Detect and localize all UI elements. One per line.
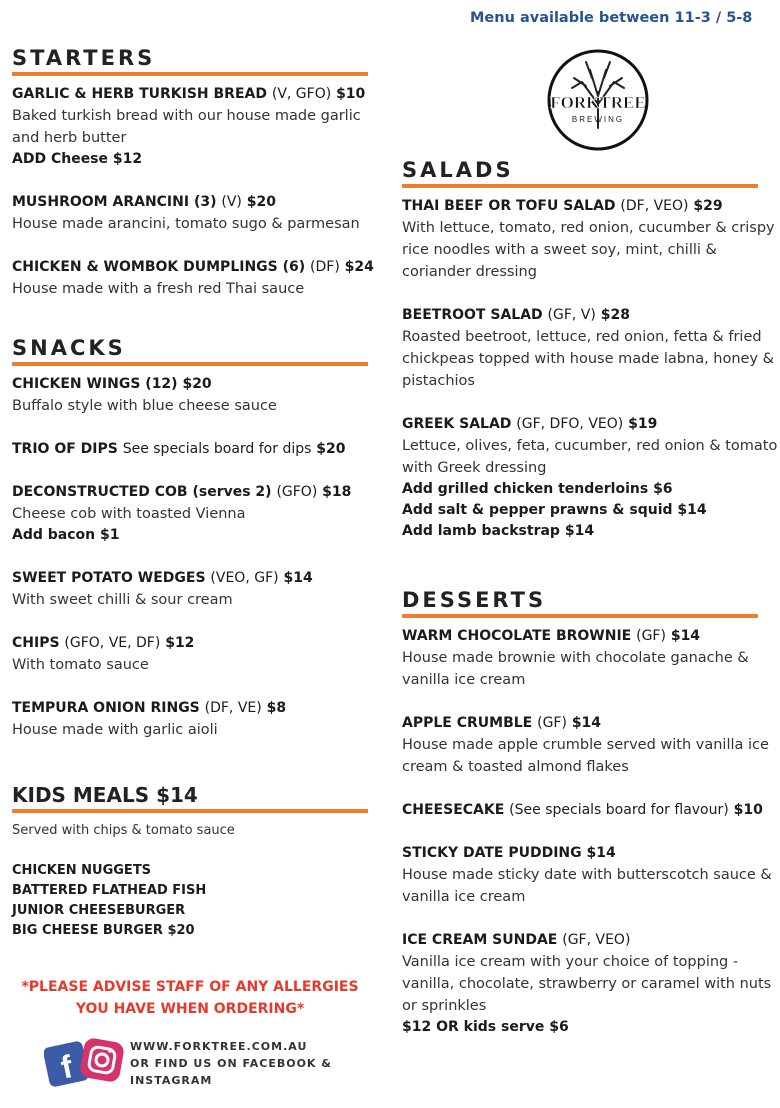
allergy-warning [0, 976, 380, 1020]
item-name [402, 196, 778, 217]
item-price: $29 [693, 198, 723, 214]
menu-item [12, 257, 386, 300]
item-name [12, 439, 386, 460]
desserts-title: DESSERTS [402, 588, 547, 612]
item-dietary-note: (V, GFO) [271, 86, 332, 102]
item-price: $12 [165, 635, 195, 651]
item-description: With sweet chilli & sour cream [12, 592, 233, 608]
web-links [130, 1038, 332, 1089]
item-price: $19 [628, 416, 658, 432]
item-name [12, 633, 386, 654]
item-title: TEMPURA ONION RINGS [12, 700, 200, 716]
item-dietary-note: (GF) [537, 715, 567, 731]
section-rule [12, 362, 368, 366]
logo-name: FORKTREE [550, 93, 646, 112]
item-dietary-note: (GFO) [276, 484, 318, 500]
item-name [12, 257, 386, 278]
item-name [402, 414, 778, 435]
menu-item [12, 482, 386, 546]
item-description: House made apple crumble served with vanilla ice cream & toasted almond flakes [402, 737, 769, 775]
item-price: $10 [733, 802, 763, 818]
item-title: MUSHROOM ARANCINI (3) [12, 194, 217, 210]
kids-item: CHICKEN NUGGETS [12, 863, 152, 878]
item-addon: Add bacon $1 [12, 527, 120, 543]
item-price: $8 [266, 700, 287, 716]
item-description: Roasted beetroot, lettuce, red onion, fetta & fried chickpeas topped with house made labna, honey & pistachios [402, 329, 774, 389]
section-rule [12, 72, 368, 76]
menu-item [402, 414, 778, 542]
item-name [12, 482, 386, 503]
item-title: ICE CREAM SUNDAE [402, 932, 558, 948]
item-description: Baked turkish bread with our house made garlic and herb butter [12, 108, 361, 146]
kids-list [12, 861, 386, 941]
item-addon: Add grilled chicken tenderloins $6 [402, 481, 673, 497]
item-title: CHICKEN & WOMBOK DUMPLINGS (6) [12, 259, 306, 275]
item-price: $14 [283, 570, 313, 586]
item-name [402, 305, 778, 326]
item-addon: Add salt & pepper prawns & squid $14 [402, 502, 707, 518]
item-name [12, 192, 386, 213]
item-description: With tomato sauce [12, 657, 149, 673]
instagram-icon[interactable] [79, 1037, 125, 1083]
menu-item [12, 633, 386, 676]
starters-title: STARTERS [12, 46, 156, 70]
item-dietary-note: (GFO, VE, DF) [64, 635, 161, 651]
menu-item [402, 305, 778, 392]
item-name [12, 698, 386, 719]
item-description: Lettuce, olives, feta, cucumber, red onion & tomato with Greek dressing [402, 438, 778, 476]
item-title: GARLIC & HERB TURKISH BREAD [12, 86, 267, 102]
item-description: With lettuce, tomato, red onion, cucumber & crispy rice noodles with a sweet soy, mint, chilli & coriander dressing [402, 220, 775, 280]
salads-title: SALADS [402, 158, 514, 182]
logo-sub: BREWING [571, 115, 625, 124]
item-name [12, 568, 386, 589]
item-price: $14 [670, 628, 701, 644]
forktree-logo [546, 48, 650, 152]
item-name [12, 84, 386, 105]
item-dietary-note: (VEO, GF) [210, 570, 279, 586]
menu-item [12, 84, 386, 170]
item-price: $10 [336, 86, 366, 102]
item-dietary-note: (See specials board for flavour) [509, 802, 729, 818]
salads-list [402, 196, 778, 542]
item-title: CHICKEN WINGS (12) $20 [12, 376, 212, 392]
item-addon: Add lamb backstrap $14 [402, 523, 595, 539]
right-column [402, 158, 778, 1060]
kids-item: BATTERED FLATHEAD FISH [12, 883, 207, 898]
availability-note: Menu available between 11-3 / 5-8 [470, 10, 753, 26]
item-description: House made arancini, tomato sugo & parmesan [12, 216, 360, 232]
menu-item [12, 374, 386, 417]
item-name [402, 800, 778, 821]
item-dietary-note: (GF) [636, 628, 666, 644]
item-description: Vanilla ice cream with your choice of topping - vanilla, chocolate, strawberry or caramel with nuts or sprinkles [402, 954, 772, 1014]
item-price: $18 [322, 484, 352, 500]
item-price: $20 [316, 441, 346, 457]
warning-line: YOU HAVE WHEN ORDERING* [75, 1001, 305, 1017]
section-rule [12, 809, 368, 813]
warning-line: *PLEASE ADVISE STAFF OF ANY ALLERGIES [21, 979, 359, 995]
social-icons[interactable] [44, 1034, 128, 1090]
item-name [402, 930, 778, 951]
menu-item [402, 626, 778, 691]
item-dietary-note: (DF, VEO) [620, 198, 689, 214]
menu-item [402, 843, 778, 908]
item-title: DECONSTRUCTED COB (serves 2) [12, 484, 272, 500]
kids-title: KIDS MEALS $14 [12, 783, 198, 807]
section-rule [402, 614, 758, 618]
item-title: GREEK SALAD [402, 416, 512, 432]
svg-text:f: f [57, 1048, 76, 1086]
item-name [402, 713, 778, 734]
item-description: Cheese cob with toasted Vienna [12, 506, 246, 522]
item-title: CHIPS [12, 635, 60, 651]
item-title: APPLE CRUMBLE [402, 715, 533, 731]
item-description: House made sticky date with butterscotch sauce & vanilla ice cream [402, 867, 772, 905]
item-title: CHEESECAKE [402, 802, 505, 818]
starters-list [12, 84, 386, 300]
item-name [402, 843, 778, 864]
item-dietary-note: (GF, VEO) [562, 932, 631, 948]
menu-item [402, 930, 778, 1038]
menu-item [12, 568, 386, 611]
kids-note: Served with chips & tomato sauce [12, 823, 235, 838]
website-link[interactable]: WWW.FORKTREE.COM.AU [130, 1040, 308, 1053]
kids-item: BIG CHEESE BURGER $20 [12, 923, 195, 938]
menu-item [12, 439, 386, 460]
item-dietary-note: (DF, VE) [204, 700, 262, 716]
item-description: House made with a fresh red Thai sauce [12, 281, 305, 297]
item-description: House made with garlic aioli [12, 722, 218, 738]
item-name [402, 626, 778, 647]
item-addon: $12 OR kids serve $6 [402, 1019, 569, 1035]
item-title: STICKY DATE PUDDING $14 [402, 845, 616, 861]
item-price: $24 [344, 259, 374, 275]
section-rule [402, 184, 758, 188]
item-title: THAI BEEF OR TOFU SALAD [402, 198, 616, 214]
menu-item [12, 192, 386, 235]
menu-item [12, 698, 386, 741]
desserts-list [402, 626, 778, 1038]
item-dietary-note: See specials board for dips [122, 441, 312, 457]
item-title: BEETROOT SALAD [402, 307, 543, 323]
social-text: OR FIND US ON FACEBOOK & [130, 1057, 332, 1070]
item-dietary-note: (V) [221, 194, 242, 210]
social-text: INSTAGRAM [130, 1074, 213, 1087]
item-price: $14 [571, 715, 602, 731]
item-price: $20 [246, 194, 276, 210]
left-column [12, 46, 386, 941]
snacks-title: SNACKS [12, 336, 126, 360]
item-title: WARM CHOCOLATE BROWNIE [402, 628, 632, 644]
item-addon: ADD Cheese $12 [12, 151, 143, 167]
item-description: Buffalo style with blue cheese sauce [12, 398, 277, 414]
item-price: $28 [600, 307, 630, 323]
item-title: SWEET POTATO WEDGES [12, 570, 206, 586]
snacks-list [12, 374, 386, 741]
item-description: House made brownie with chocolate ganache & vanilla ice cream [402, 650, 749, 688]
item-title: TRIO OF DIPS [12, 441, 118, 457]
item-dietary-note: (DF) [310, 259, 340, 275]
menu-item [402, 713, 778, 778]
kids-item: JUNIOR CHEESEBURGER [12, 903, 186, 918]
item-dietary-note: (GF, DFO, VEO) [516, 416, 624, 432]
menu-item [402, 196, 778, 283]
item-name [12, 374, 386, 395]
menu-item [402, 800, 778, 821]
item-dietary-note: (GF, V) [547, 307, 596, 323]
